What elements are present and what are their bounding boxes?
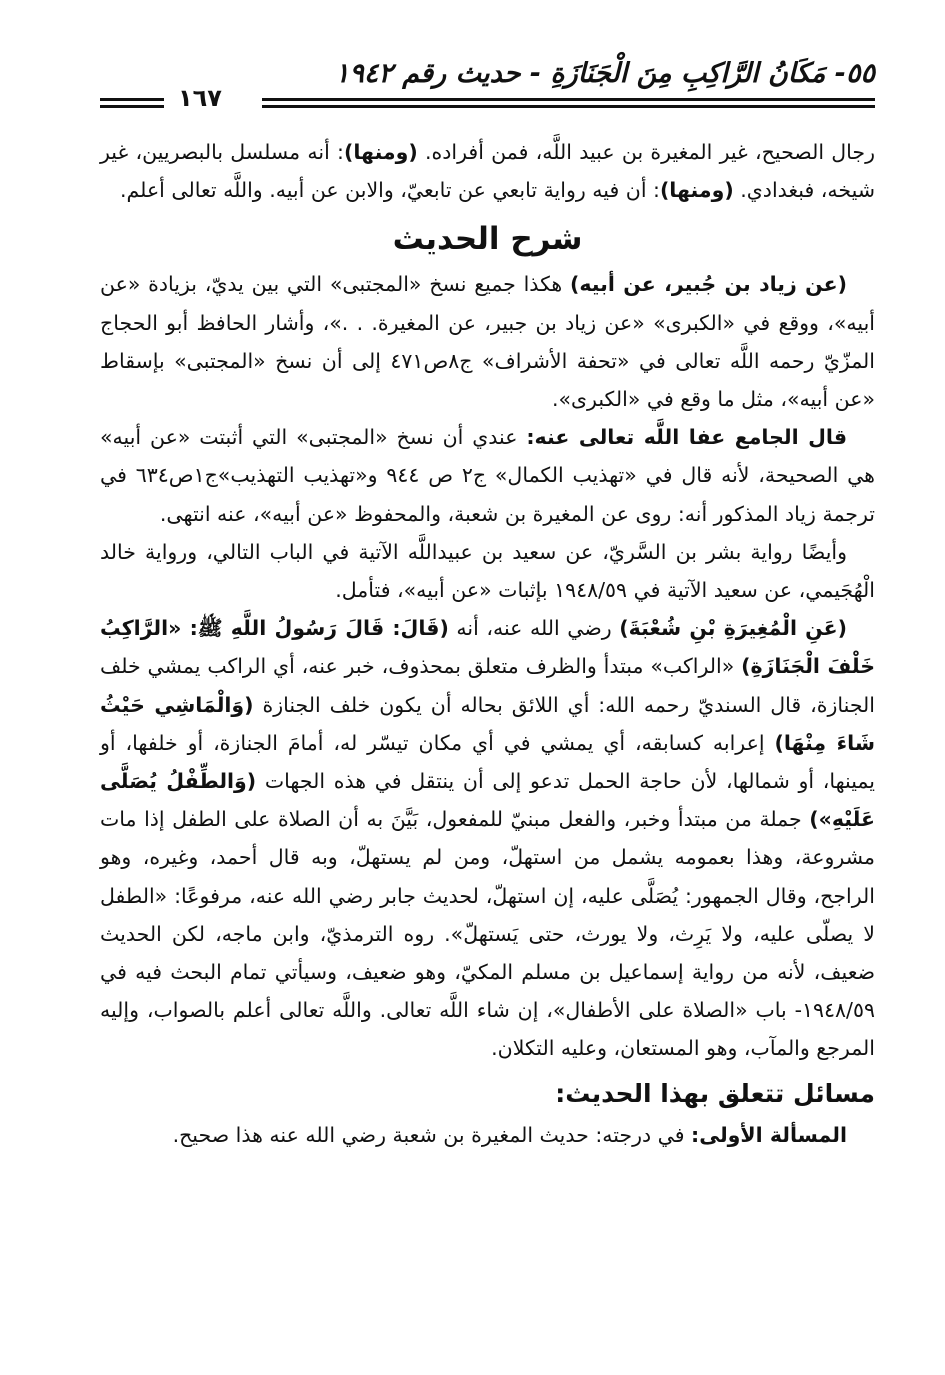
intro-paragraph: رجال الصحيح، غير المغيرة بن عبيد اللَّه، فمن أفراده. (ومنها): أنه مسلسل بالبصريين، غير شيخه، فبغدادي. (ومنها): أن فيه رواية تابعي عن تابعيّ، والابن عن أبيه. واللَّه تعالى أعلم. <box>100 140 875 203</box>
page-header <box>100 58 875 114</box>
sharh-paragraph-3: وأيضًا رواية بشر بن السَّريّ، عن سعيد بن عبيداللَّه الآتية في الباب التالي، ورواية خالد الْهُجَيمي، عن سعيد الآتية في ١٩٤٨/٥٩ بإثبات «عن أبيه»، فتأمل. <box>100 539 875 603</box>
sharh-paragraph-4: (عَنِ الْمُغِيرَةِ بْنِ شُعْبَةَ) رضي الله عنه، أنه (قَالَ: قَالَ رَسُولُ اللَّهِ ﷺ: «الرَّاكِبُ خَلْفَ الْجَنَازَةِ) «الراكب» مبتدأ والظرف متعلق بمحذوف، خبر عنه، أي الراكب يمشي خلف الجنازة، قال السنديّ رحمه الله: أي اللائق بحاله أن يكون خلف الجنازة (وَالْمَاشِي حَيْثُ شَاءَ مِنْهَا) إعرابه كسابقه، أي يمشي في أي مكان تيسّر له، أمامَ الجنازة، أو خلفها، أو يمينها، أو شمالها، لأن حاجة الحمل تدعو إلى أن ينتقل في هذه الجهات (وَالطِّفْلُ يُصَلَّى عَلَيْهِ») جملة من مبتدأ وخبر، والفعل مبنيّ للمفعول، بَيَّنَ به أن الصلاة على الطفل إذا مات مشروعة، وهذا بعمومه يشمل من استهلّ، ومن لم يستهلّ، وبه قال أحمد، وغيره، وهو الراجح، وقال الجمهور: يُصَلَّى عليه، إن استهلّ، لحديث جابر رضي الله عنه، مرفوعًا: «الطفل لا يصلّى عليه، ولا يَرِث، ولا يورث، حتى يَستهلّ». روه الترمذيّ، وابن ماجه، لكن الحديث ضعيف، لأنه من رواية إسماعيل بن مسلم المكيّ، وهو ضعيف، وسيأتي تمام البحث فيه في ١٩٤٨/٥٩- باب «الصلاة على الأطفال»، إن شاء اللَّه تعالى. واللَّه تعالى أعلم بالصواب، وإليه المرجع والمآب، وهو المستعان، وعليه التكلان. <box>100 616 876 1061</box>
page-body <box>100 133 875 1154</box>
masail-title: مسائل تتعلق بهذا الحديث: <box>555 1078 875 1108</box>
masail-paragraph-1: المسألة الأولى: في درجته: حديث المغيرة بن شعبة رضي الله عنه هذا صحيح. <box>172 1122 847 1147</box>
sharh-paragraph-2: قال الجامع عفا اللَّه تعالى عنه: عندي أن نسخ «المجتبى» التي أثبتت «عن أبيه» هي الصحيحة، لأنه قال في «تهذيب الكمال» ج٢ ص ٩٤٤ و«تهذيب التهذيب»ج١ص٦٣٤ في ترجمة زياد المذكور أنه: روى عن المغيرة بن شعبة، والمحفوظ «عن أبيه»، عنه انتهى. <box>100 425 875 526</box>
header-rule-right <box>262 98 875 108</box>
section-title: شرح الحديث <box>392 221 583 258</box>
header-rule-left <box>100 98 164 108</box>
sharh-paragraph-1: (عن زياد بن جُبير، عن أبيه) هكذا جميع نسخ «المجتبى» التي بين يديّ، بزيادة «عن أبيه»، ووقع في «الكبرى» «عن زياد بن جبير، عن المغيرة. . .»، وأشار الحافظ أبو الحجاج المزّيّ رحمه اللَّه تعالى في «تحفة الأشراف» ج٨ص٤٧١ إلى أن نسخ «المجتبى» بإسقاط «عن أبيه»، مثل ما وقع في «الكبرى». <box>100 272 875 412</box>
chapter-title: ٥٥- مَكَانُ الرَّاكِبِ مِنَ الْجَنَازَةِ - حديث رقم ١٩٤٢ <box>334 58 875 89</box>
page-number: ١٦٧ <box>178 84 222 112</box>
